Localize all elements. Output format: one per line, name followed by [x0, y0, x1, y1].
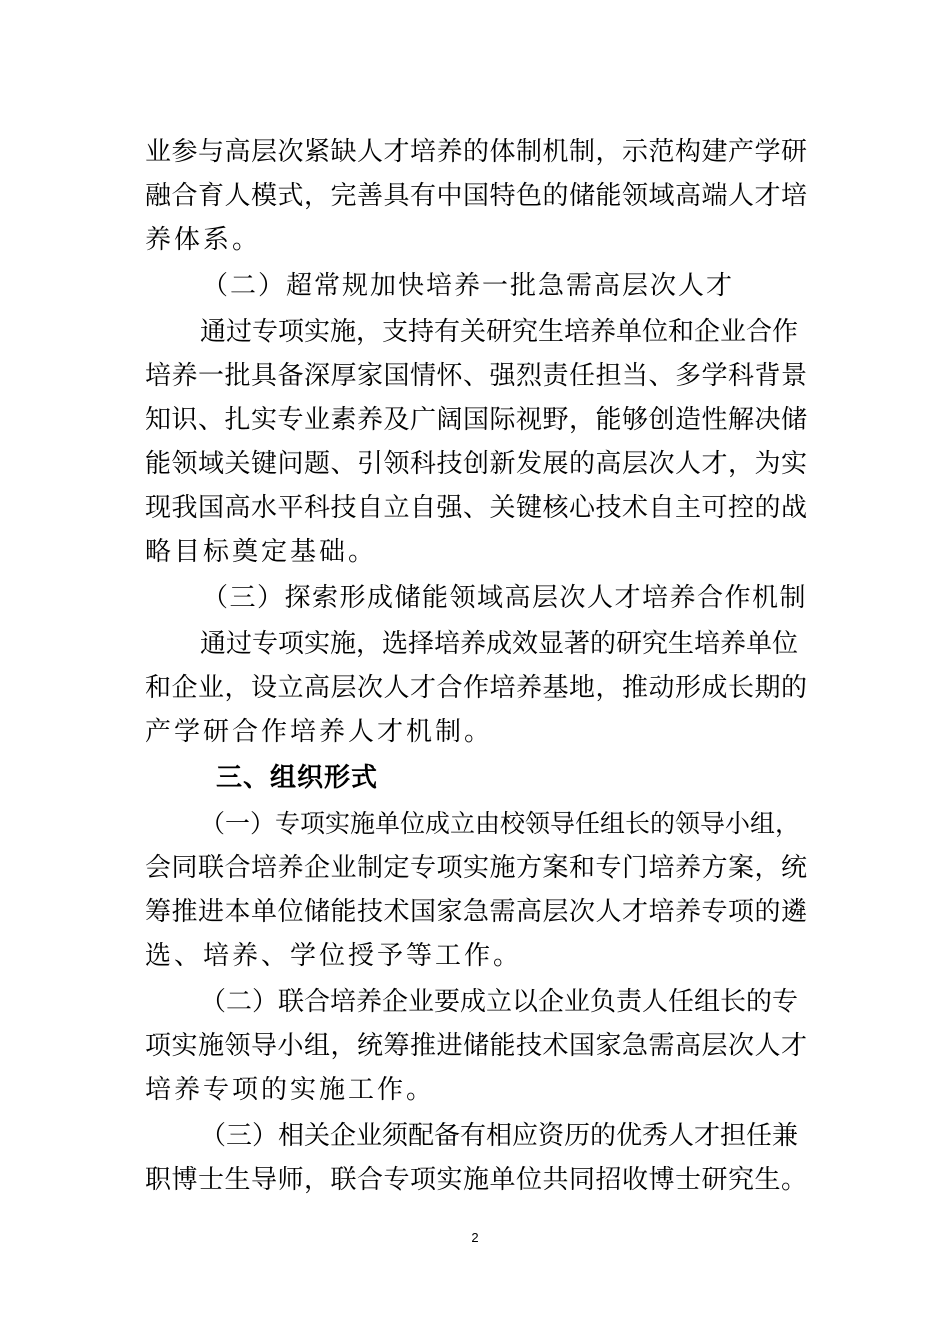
body-text-line: 选、培养、学位授予等工作。	[145, 941, 523, 971]
body-text-line: 会同联合培养企业制定专项实施方案和专门培养方案，统	[145, 853, 808, 883]
section-subheading: （三）探索形成储能领域高层次人才培养合作机制	[202, 583, 808, 613]
body-text-line: 项实施领导小组，统筹推进储能技术国家急需高层次人才	[145, 1031, 808, 1061]
page-number: 2	[471, 1230, 479, 1245]
body-text-line: 通过专项实施，选择培养成效显著的研究生培养单位	[200, 629, 799, 659]
body-text-line: 业参与高层次紧缺人才培养的体制机制，示范构建产学研	[145, 137, 808, 167]
body-text-line: 融合育人模式，完善具有中国特色的储能领域高端人才培	[145, 181, 808, 211]
body-text-line: 略目标奠定基础。	[145, 537, 378, 567]
body-text-line: 产学研合作培养人才机制。	[145, 717, 494, 747]
body-text-line: 养体系。	[145, 225, 262, 255]
body-text-line: （三）相关企业须配备有相应资历的优秀人才担任兼	[200, 1121, 799, 1151]
body-text-line: 通过专项实施，支持有关研究生培养单位和企业合作	[200, 317, 799, 347]
body-text-line: 现我国高水平科技自立自强、关键核心技术自主可控的战	[145, 493, 808, 523]
body-text-line: 知识、扎实专业素养及广阔国际视野，能够创造性解决储	[145, 405, 808, 435]
body-text-line: 筹推进本单位储能技术国家急需高层次人才培养专项的遴	[145, 897, 808, 927]
body-text-line: 培养专项的实施工作。	[145, 1075, 436, 1105]
body-text-line: 和企业，设立高层次人才合作培养基地，推动形成长期的	[145, 673, 808, 703]
body-text-line: 职博士生导师，联合专项实施单位共同招收博士研究生。	[145, 1165, 808, 1195]
section-heading: 三、组织形式	[216, 763, 379, 793]
body-text-line: （二）联合培养企业要成立以企业负责人任组长的专	[200, 987, 799, 1017]
body-text-line: 能领域关键问题、引领科技创新发展的高层次人才，为实	[145, 449, 808, 479]
body-text-line: 培养一批具备深厚家国情怀、强烈责任担当、多学科背景	[145, 361, 808, 391]
section-subheading: （二）超常规加快培养一批急需高层次人才	[202, 271, 735, 301]
body-text-line: （一）专项实施单位成立由校领导任组长的领导小组，	[200, 809, 801, 838]
